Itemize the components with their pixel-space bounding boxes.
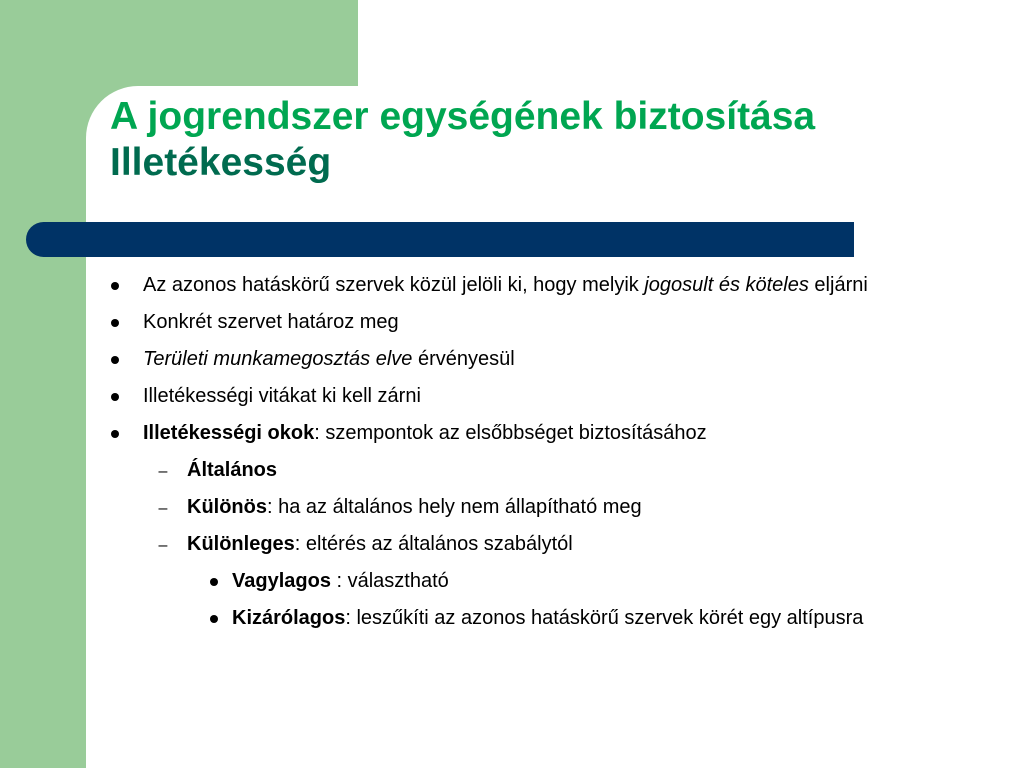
bullet-text: Az azonos hatáskörű szervek közül jelöli ki, hogy melyik: [143, 274, 645, 296]
sub-bullet-bold: Általános: [187, 459, 278, 481]
bullet-list: [102, 270, 962, 640]
sub-bullet-item: [102, 455, 962, 485]
bullet-item: [102, 344, 962, 374]
bullet-italic: Területi munkamegosztás elve: [143, 348, 413, 370]
bullet-text: Illetékességi vitákat ki kell zárni: [143, 385, 421, 407]
sub-sub-bullet-bold: Kizárólagos: [232, 607, 346, 629]
bullet-item: [102, 307, 962, 337]
bullet-item: [102, 270, 962, 300]
sub-sub-bullet-text: : választható: [330, 570, 449, 592]
title-line-2: Illetékesség: [110, 141, 332, 184]
sub-bullet-bold: Különös: [187, 496, 267, 518]
bullet-text: : szempontok az elsőbbséget biztosításához: [314, 422, 707, 444]
sub-sub-bullet-item: [102, 566, 962, 596]
sub-sub-bullet-item: [102, 603, 962, 633]
sub-bullet-item: [102, 529, 962, 559]
sub-bullet-text: : eltérés az általános szabálytól: [294, 533, 573, 555]
slide-title: [110, 94, 815, 186]
bullet-bold: Illetékességi okok: [143, 422, 315, 444]
sub-bullet-bold: Különleges: [187, 533, 295, 555]
bullet-item: [102, 418, 962, 448]
bullet-text: eljárni: [808, 274, 868, 296]
sub-bullet-text: : ha az általános hely nem állapítható meg: [267, 496, 642, 518]
sub-bullet-item: [102, 492, 962, 522]
bullet-italic: jogosult és köteles: [644, 274, 809, 296]
bullet-item: [102, 381, 962, 411]
sub-sub-bullet-bold: Vagylagos: [232, 570, 331, 592]
dash-icon: [154, 529, 172, 561]
bullet-text: érvényesül: [412, 348, 515, 370]
sub-sub-bullet-text: : leszűkíti az azonos hatáskörű szervek körét egy altípusra: [345, 607, 864, 629]
dash-icon: [154, 455, 172, 487]
title-line-1: A jogrendszer egységének biztosítása: [110, 95, 816, 138]
dash-icon: [154, 492, 172, 524]
bullet-text: Konkrét szervet határoz meg: [143, 311, 399, 333]
decorative-navy-bar: [26, 222, 854, 257]
